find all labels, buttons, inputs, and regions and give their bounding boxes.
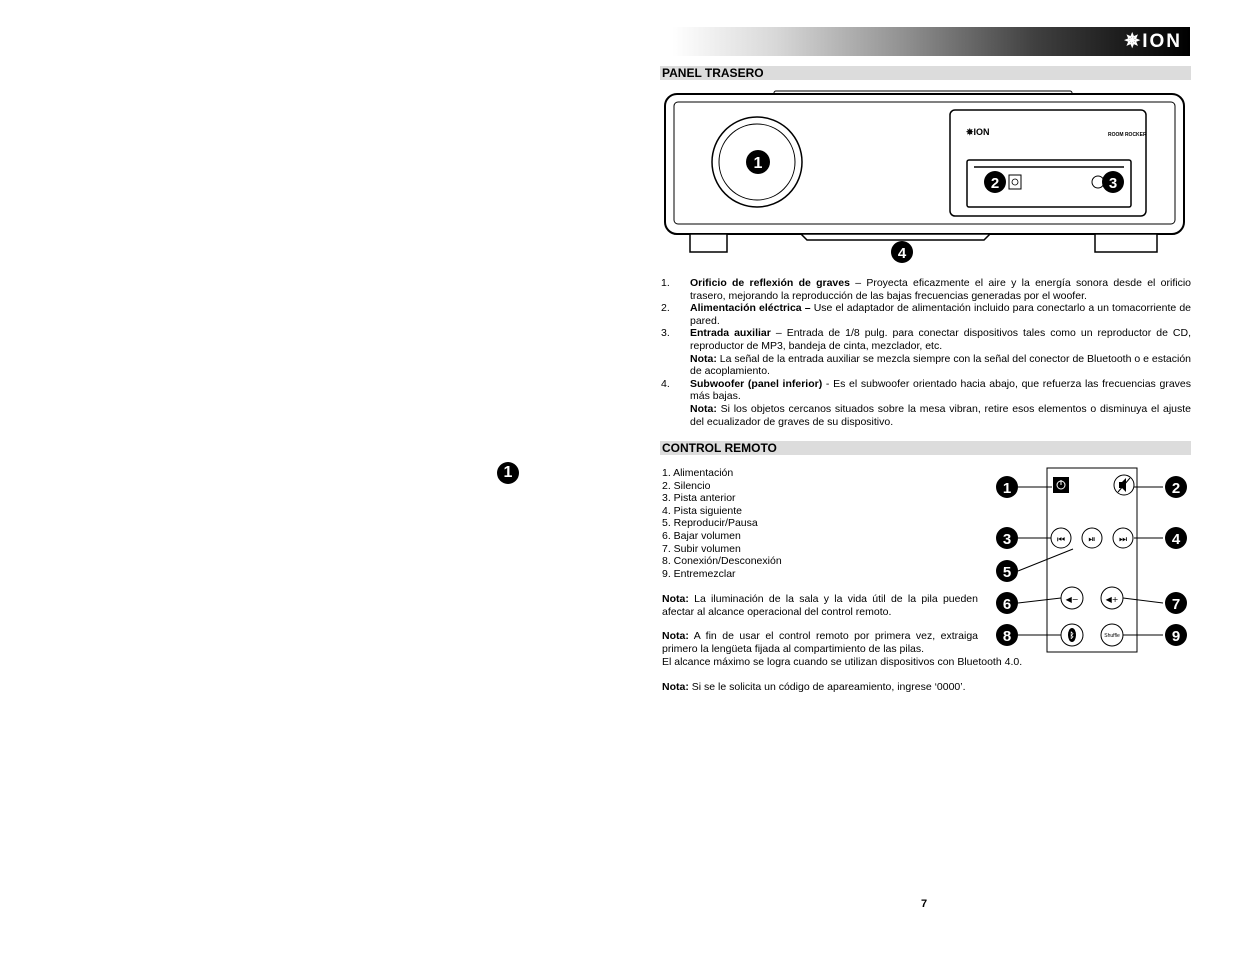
- mute-button: [1114, 475, 1134, 495]
- list-item-note: Nota: La señal de la entrada auxiliar se mezcla siempre con la señal del conector de Bluetooth o e estación de acoplamiento.: [690, 352, 1191, 378]
- list-item: 2. Silencio: [662, 479, 711, 492]
- header-bar: [672, 27, 1190, 56]
- svg-text:ᛒ: ᛒ: [1069, 631, 1075, 640]
- svg-text:Shuffle: Shuffle: [1104, 633, 1120, 639]
- remote-illustration: [990, 465, 1190, 657]
- remote-callout-4: [1165, 527, 1187, 549]
- device-model: ROOM ROCKER: [1108, 132, 1147, 138]
- remote-callout-9: [1165, 624, 1187, 646]
- note-first-use: Nota: A fin de usar el control remoto por primera vez, extraiga primero la lengüeta fijada al compartimiento de las pilas.: [662, 630, 978, 655]
- shuffle-button: [1101, 624, 1123, 646]
- volume-up-button: [1101, 587, 1123, 609]
- note-range: Nota: La iluminación de la sala y la vida útil de la pila pueden afectar al alcance operacional del control remoto.: [662, 593, 978, 618]
- callout-2: [984, 171, 1006, 193]
- svg-text:⏮: ⏮: [1056, 535, 1066, 545]
- remote-callout-5: [996, 560, 1018, 582]
- play-pause-button: [1082, 528, 1102, 548]
- note-pairing-code: Nota: Si se le solicita un código de apareamiento, ingrese ‘0000’.: [662, 681, 966, 693]
- callout-3: [1102, 171, 1124, 193]
- list-item: 3. Pista anterior: [662, 492, 736, 505]
- svg-text:6: 6: [1002, 596, 1012, 613]
- svg-text:8: 8: [1002, 628, 1012, 645]
- svg-text:4: 4: [897, 245, 907, 262]
- list-item: 1. Orificio de reflexión de graves – Proyecta eficazmente el aire y la energía sonora desde el orificio trasero, mejorando la reproducción de las bajas frecuencias generadas por el woofer.: [661, 277, 1191, 302]
- rear-panel-illustration: [662, 90, 1187, 265]
- list-item: 9. Entremezclar: [662, 567, 736, 580]
- svg-text:2: 2: [1171, 480, 1181, 497]
- list-item: 3. Entrada auxiliar – Entrada de 1/8 pulg. para conectar dispositivos tales como un reproductor de CD, reproductor de MP3, bandeja de cinta, mezclador, etc.: [661, 327, 1191, 352]
- svg-text:⏯: ⏯: [1088, 535, 1096, 545]
- brand-logo: ✵ION: [1124, 31, 1182, 52]
- remote-button-list: [662, 467, 782, 580]
- callout-4: [891, 241, 913, 263]
- bluetooth-button: [1061, 624, 1083, 646]
- list-item: 1. Alimentación: [662, 467, 734, 479]
- list-item: 5. Reproducir/Pausa: [662, 517, 758, 530]
- note-bluetooth-range: El alcance máximo se logra cuando se utilizan dispositivos con Bluetooth 4.0.: [662, 656, 1023, 668]
- list-item: 6. Bajar volumen: [662, 529, 741, 542]
- left-callout-marker: 1: [497, 462, 519, 484]
- remote-callout-6: [996, 592, 1018, 614]
- next-track-button: [1113, 528, 1133, 548]
- list-item: 7. Subir volumen: [662, 542, 741, 555]
- svg-text:5: 5: [1002, 564, 1012, 581]
- list-item-note: Nota: Si los objetos cercanos situados sobre la mesa vibran, retire esos elementos o disminuya el ajuste del ecualizador de graves de su dispositivo.: [690, 402, 1191, 428]
- remote-callout-2: [1165, 476, 1187, 498]
- svg-text:9: 9: [1171, 628, 1181, 645]
- previous-track-button: [1051, 528, 1071, 548]
- svg-text:◀+: ◀+: [1105, 595, 1119, 604]
- section-heading-panel: PANEL TRASERO: [660, 66, 1191, 80]
- svg-text:⏭: ⏭: [1118, 535, 1128, 545]
- remote-callout-8: [996, 624, 1018, 646]
- page-number: 7: [921, 898, 928, 910]
- power-button: [1053, 477, 1069, 493]
- section-heading-remote: CONTROL REMOTO: [660, 441, 1191, 455]
- list-item: 4. Subwoofer (panel inferior) - Es el subwoofer orientado hacia abajo, que refuerza las frecuencias graves más bajas.: [661, 377, 1191, 403]
- list-item: 2. Alimentación eléctrica – Use el adaptador de alimentación incluido para conectarlo a un tomacorriente de pared.: [661, 302, 1192, 327]
- svg-text:3: 3: [1002, 531, 1012, 548]
- list-item: 4. Pista siguiente: [662, 504, 742, 517]
- svg-text:4: 4: [1171, 531, 1181, 548]
- rear-panel-list: [661, 277, 1191, 428]
- remote-callout-3: [996, 527, 1018, 549]
- svg-text:7: 7: [1171, 596, 1181, 613]
- list-item: 8. Conexión/Desconexión: [662, 555, 782, 568]
- svg-text:3: 3: [1108, 175, 1118, 192]
- device-logo: ✵ION: [966, 127, 990, 137]
- callout-1: [746, 150, 770, 174]
- svg-text:◀−: ◀−: [1065, 595, 1079, 604]
- svg-text:2: 2: [990, 175, 1000, 192]
- volume-down-button: [1061, 587, 1083, 609]
- remote-callout-7: [1165, 592, 1187, 614]
- remote-callout-1: [996, 476, 1018, 498]
- svg-text:1: 1: [1002, 480, 1012, 497]
- svg-text:1: 1: [753, 155, 763, 172]
